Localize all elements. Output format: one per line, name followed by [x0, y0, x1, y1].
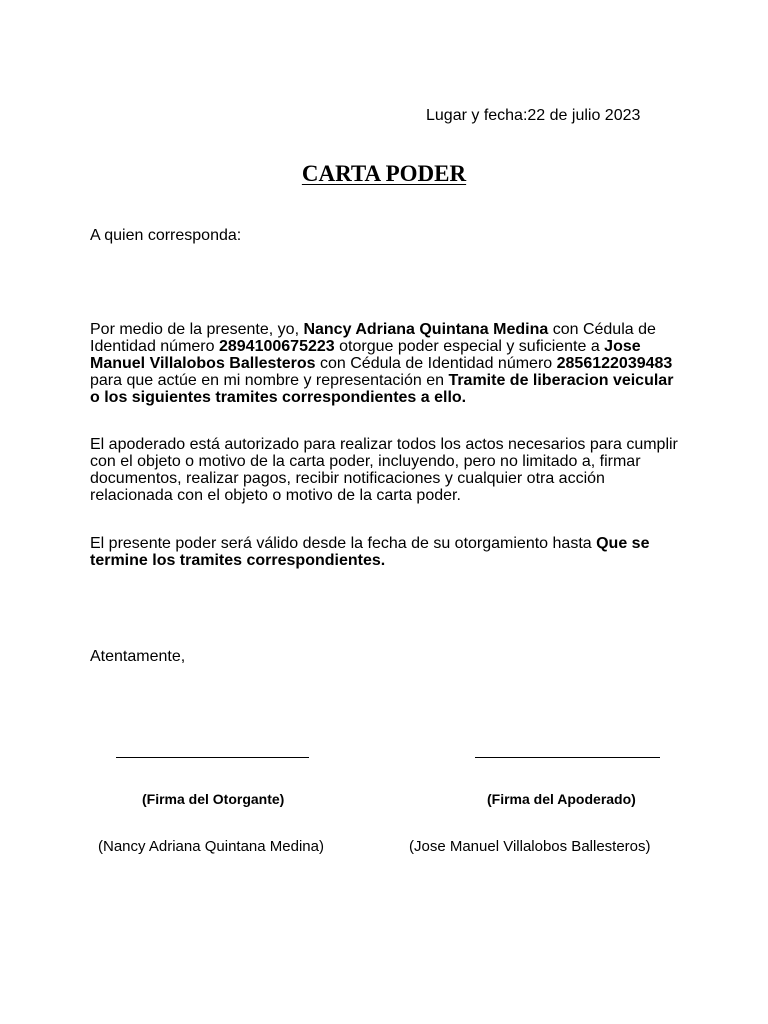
- attorney-printed-name: (Jose Manuel Villalobos Ballesteros): [409, 838, 651, 855]
- place-and-date: Lugar y fecha:22 de julio 2023: [426, 107, 641, 124]
- greeting: A quien corresponda:: [90, 227, 242, 244]
- paragraph-grant-of-power: [90, 321, 680, 406]
- grantor-signature-caption: (Firma del Otorgante): [142, 791, 285, 807]
- grantor-id-number: 2894100675223: [218, 338, 335, 355]
- attorney-id-number: 2856122039483: [556, 355, 673, 372]
- grantor-name: Nancy Adriana Quintana Medina: [303, 321, 549, 338]
- paragraph-text: El presente poder será válido desde la fecha de su otorgamiento hasta: [90, 535, 597, 552]
- paragraph-validity: [90, 535, 680, 569]
- closing: Atentamente,: [90, 648, 186, 665]
- paragraph-authorization: El apoderado está autorizado para realizar todos los actos necesarios para cumplir con el objeto o motivo de la carta poder, incluyendo, pero no limitado a, firmar documentos, realizar pagos, recibir notificaciones y cualquier otra acción relacionada con el objeto o motivo de la carta poder.: [90, 436, 678, 504]
- paragraph-text: para que actúe en mi nombre y representación en: [90, 372, 449, 389]
- procedure-description: Tramite de liberacion veicular o los siguientes tramites correspondientes a ello.: [90, 372, 674, 406]
- attorney-signature-line: [475, 757, 660, 758]
- document-title-text: CARTA PODER: [301, 161, 467, 186]
- paragraph-text: con Cédula de Identidad número: [90, 321, 656, 355]
- grantor-signature-line: [116, 757, 309, 758]
- attorney-name: Jose Manuel Villalobos Ballesteros: [90, 338, 641, 372]
- paragraph-text: Por medio de la presente, yo,: [90, 321, 304, 338]
- paragraph-text: otorgue poder especial y suficiente a: [334, 338, 605, 355]
- grantor-printed-name: (Nancy Adriana Quintana Medina): [98, 838, 324, 855]
- paragraph-text: con Cédula de Identidad número: [315, 355, 557, 372]
- document-title: [0, 160, 768, 188]
- attorney-signature-caption: (Firma del Apoderado): [487, 791, 636, 807]
- validity-term: Que se termine los tramites correspondientes.: [90, 535, 650, 569]
